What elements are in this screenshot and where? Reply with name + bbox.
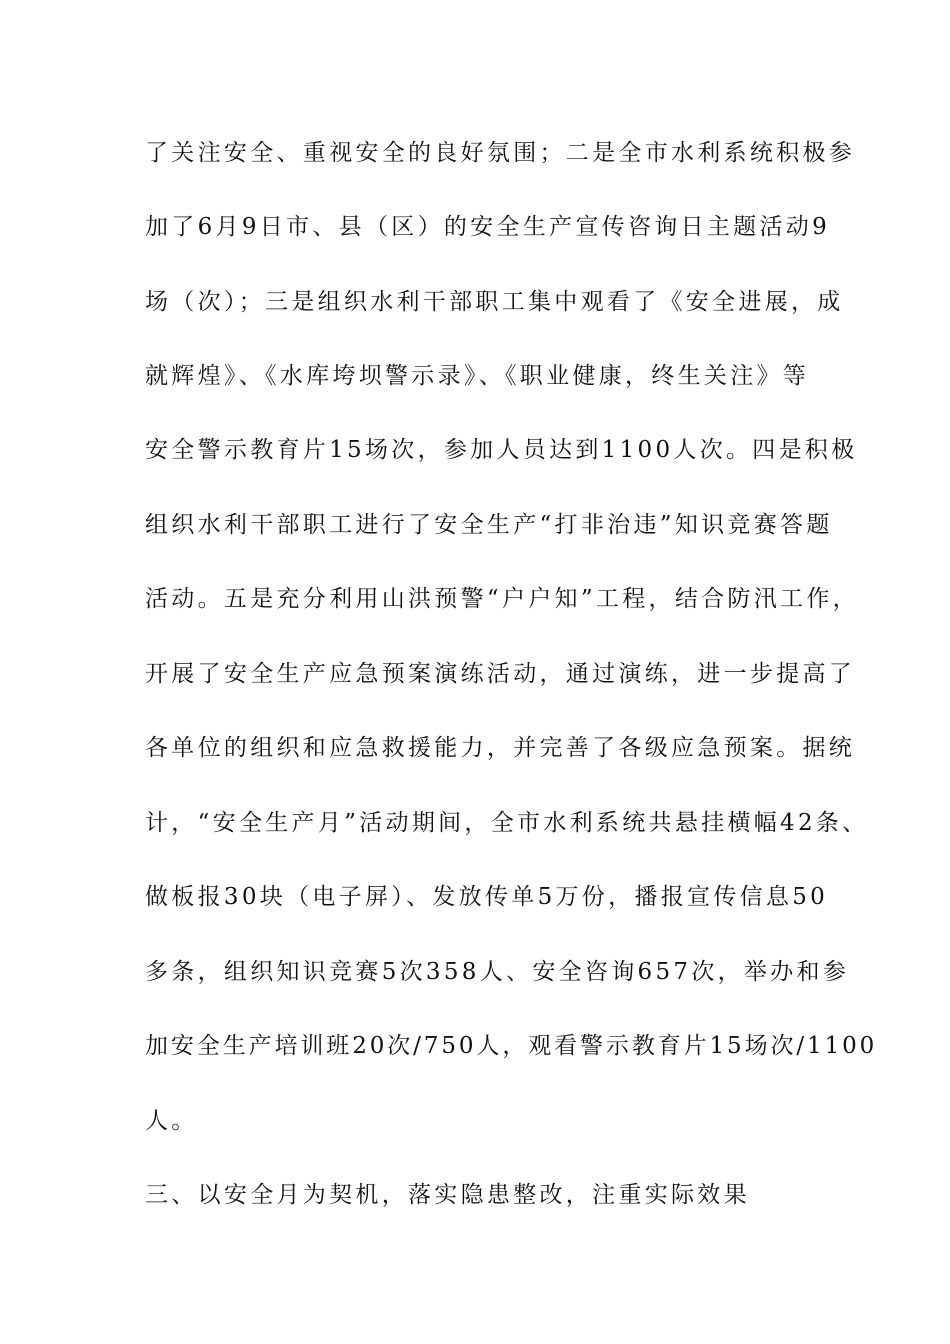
paragraph-line: 安全警示教育片15场次，参加人员达到1100人次。四是积极 (145, 437, 858, 463)
paragraph-line: 开展了安全生产应急预案演练活动，通过演练，进一步提高了 (145, 661, 856, 687)
paragraph-line: 各单位的组织和应急救援能力，并完善了各级应急预案。据统 (145, 735, 856, 761)
paragraph-line: 就辉煌》、《水库垮坝警示录》、《职业健康，终生关注》等 (145, 363, 810, 389)
paragraph-line: 组织水利干部职工进行了安全生产“打非治违”知识竞赛答题 (145, 512, 833, 538)
section-heading: 三、以安全月为契机，落实隐患整改，注重实际效果 (145, 1182, 750, 1208)
paragraph-line: 活动。五是充分利用山洪预警“户户知”工程，结合防汛工作， (145, 586, 859, 612)
paragraph-line: 场（次）；三是组织水利干部职工集中观看了《安全进展，成 (145, 289, 844, 315)
paragraph-line: 多条，组织知识竞赛5次358人、安全咨询657次，举办和参 (145, 959, 850, 985)
paragraph-line: 做板报30块（电子屏）、发放传单5万份，播报宣传信息50 (145, 884, 829, 910)
paragraph-line: 加安全生产培训班20次/750人，观看警示教育片15场次/1100 (145, 1033, 878, 1059)
paragraph-line: 人。 (145, 1108, 198, 1134)
paragraph-line: 加了6月9日市、县（区）的安全生产宣传咨询日主题活动9 (145, 214, 830, 240)
paragraph-line: 计，“安全生产月”活动期间，全市水利系统共悬挂横幅42条、 (145, 810, 869, 836)
paragraph-line: 了关注安全、重视安全的良好氛围；二是全市水利系统积极参 (145, 140, 856, 166)
